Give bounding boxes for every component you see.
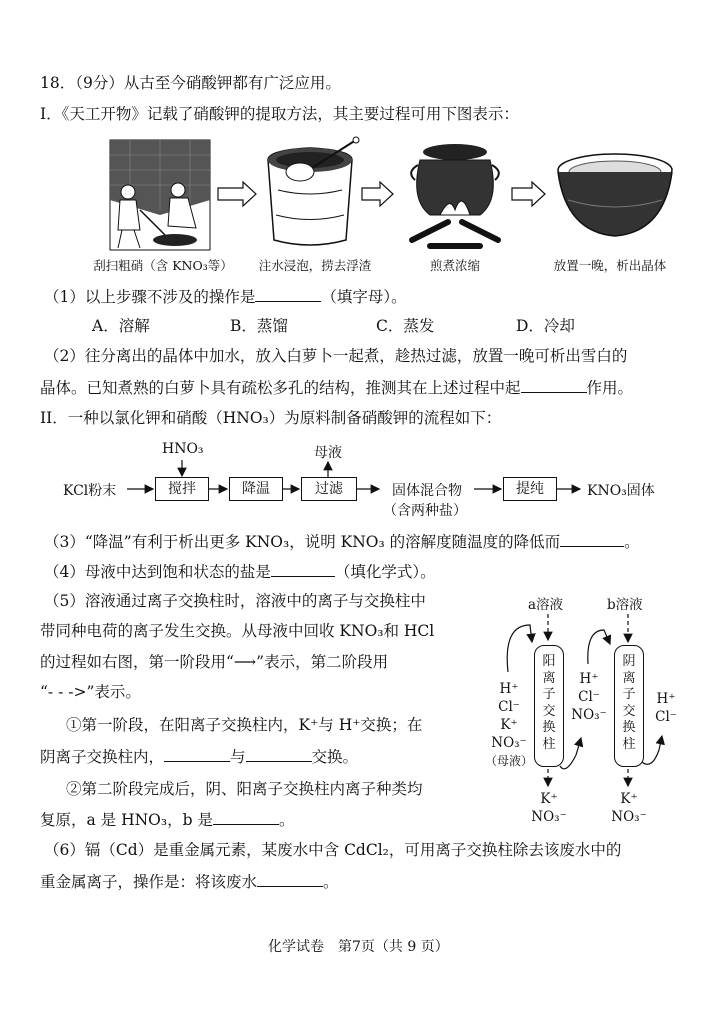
anion-column-eluate [608, 790, 650, 826]
step-caption-3: 煎煮浓缩 [429, 258, 480, 273]
option-c: C．蒸发 [376, 317, 435, 335]
question-1-text: （1）以上步骤不涉及的操作是 [44, 288, 256, 306]
flow-input-hno3: HNO₃ [162, 441, 204, 457]
question-5-sub-1-text-a: 阴离子交换柱内， [40, 748, 165, 766]
question-3-tail: 。 [624, 533, 640, 551]
answer-blank-6[interactable] [257, 871, 323, 887]
question-6-tail: 。 [323, 873, 339, 891]
anion-column-char-6: 柱 [622, 736, 636, 752]
question-2-text: 晶体。已知煮熟的白萝卜具有疏松多孔的结构，推测其在上述过程中起 [40, 379, 521, 397]
question-18-title: 18．（9分）从古至今硝酸钾都有广泛应用。 [40, 74, 341, 92]
question-5-sub-2-line-1: ②第二阶段完成后，阴、阳离子交换柱内离子种类均 [66, 780, 423, 798]
ion-h: H⁺ [579, 671, 599, 687]
ion-cl: Cl⁻ [498, 699, 520, 715]
question-2-line-1: （2）往分离出的晶体中加水，放入白萝卜一起煮，趁热过滤，放置一晚可析出雪白的 [44, 347, 628, 365]
option-a: A．溶解 [92, 317, 150, 335]
question-3-text: （3）“降温”有利于析出更多 KNO₃，说明 KNO₃ 的溶解度随温度的降低而 [44, 533, 561, 551]
flow-solid-mixture-note: （含两种盐） [383, 503, 467, 519]
question-4-text: （4）母液中达到饱和状态的盐是 [44, 563, 271, 581]
question-4-hint: （填化学式）。 [334, 563, 436, 581]
question-2-tail: 作用。 [586, 379, 634, 397]
cation-exchange-column [534, 645, 564, 767]
question-5-sub-2-text: 复原，a 是 HNO₃，b 是 [40, 811, 213, 829]
cation-column-char-6: 柱 [542, 736, 556, 752]
step-caption-1: 刮扫粗硝（含 KNO₃等） [93, 258, 233, 273]
question-1-hint: （填字母）。 [321, 288, 407, 306]
question-6-line-1: （6）镉（Cd）是重金属元素，某废水中含 CdCl₂，可用离子交换柱除去该废水中的 [44, 841, 622, 859]
ion-no3: NO₃⁻ [491, 735, 527, 751]
ion-h: H⁺ [656, 691, 676, 707]
ion-k: K⁺ [540, 791, 558, 807]
ion-no3: NO₃⁻ [531, 809, 567, 825]
question-5-sub-1-text-c: 交换。 [311, 748, 359, 766]
question-5-sub-1-line-1: ①第一阶段，在阳离子交换柱内，K⁺与 H⁺交换；在 [66, 716, 423, 734]
ion-cl: Cl⁻ [655, 709, 677, 725]
ion-cl: Cl⁻ [578, 689, 600, 705]
ion-k: K⁺ [500, 717, 518, 733]
question-5-line-1: （5）溶液通过离子交换柱时，溶液中的离子与交换柱中 [44, 592, 426, 610]
anion-column-char-5: 换 [622, 720, 636, 735]
flow-end-kno3: KNO₃固体 [587, 483, 655, 499]
ion-k: K⁺ [620, 791, 638, 807]
flow-box-purify: 提纯 [503, 477, 557, 501]
part-1-intro: I．《天工开物》记载了硝酸钾的提取方法，其主要过程可用下图表示： [40, 105, 519, 123]
flow-box-stir: 搅拌 [155, 477, 209, 501]
b-solution-label: b溶液 [607, 597, 643, 613]
question-5-line-2: 带同种电荷的离子发生交换。从母液中回收 KNO₃和 HCl [40, 622, 435, 640]
option-d: D．冷却 [516, 317, 575, 335]
page-footer: 化学试卷 第7页（共 9 页） [268, 939, 449, 955]
ion-no3: NO₃⁻ [571, 707, 607, 723]
cation-column-eluate [528, 790, 570, 826]
a-solution-label: a溶液 [528, 597, 564, 613]
cation-column-char-4: 交 [542, 703, 556, 719]
step-caption-2: 注水浸泡，捞去浮渣 [258, 258, 372, 273]
question-6-text: 重金属离子，操作是：将该废水 [40, 873, 258, 891]
question-5-line-4: “- - ->”表示。 [40, 683, 141, 701]
question-5-sub-1-text-b: 与 [230, 748, 246, 766]
anion-column-char-1: 阴 [622, 654, 636, 669]
output-ions [648, 690, 684, 726]
anion-column-char-2: 离 [622, 670, 636, 686]
flow-output-mother-liquor: 母液 [314, 445, 342, 461]
question-6-line-2 [40, 871, 339, 892]
anion-column-char-3: 子 [622, 687, 636, 702]
ion-h: H⁺ [499, 681, 519, 697]
anion-exchange-column [614, 645, 644, 767]
mother-liquor-ions [480, 680, 538, 770]
part-2-intro: II．一种以氯化钾和硝酸（HNO₃）为原料制备硝酸钾的流程如下： [40, 409, 502, 427]
ion-no3: NO₃⁻ [611, 809, 647, 825]
cation-column-char-1: 阳 [542, 654, 556, 669]
cation-column-char-2: 离 [542, 670, 556, 686]
cation-column-char-3: 子 [542, 687, 556, 702]
anion-column-char-4: 交 [622, 703, 636, 719]
cation-column-char-5: 换 [542, 720, 556, 735]
question-5-sub-2-tail: 。 [278, 811, 295, 829]
step-caption-4: 放置一晚，析出晶体 [553, 258, 667, 273]
flow-box-filter: 过滤 [301, 477, 357, 501]
mother-liquor-note: （母液） [484, 754, 533, 768]
flow-start-kcl: KCl粉末 [63, 483, 117, 499]
flow-box-cool: 降温 [229, 477, 283, 501]
flow-solid-mixture: 固体混合物 [392, 483, 462, 499]
intermediate-ions [566, 670, 612, 724]
question-5-line-3: 的过程如右图，第一阶段用“⟶”表示，第二阶段用 [40, 653, 389, 671]
option-b: B．蒸馏 [230, 317, 288, 335]
